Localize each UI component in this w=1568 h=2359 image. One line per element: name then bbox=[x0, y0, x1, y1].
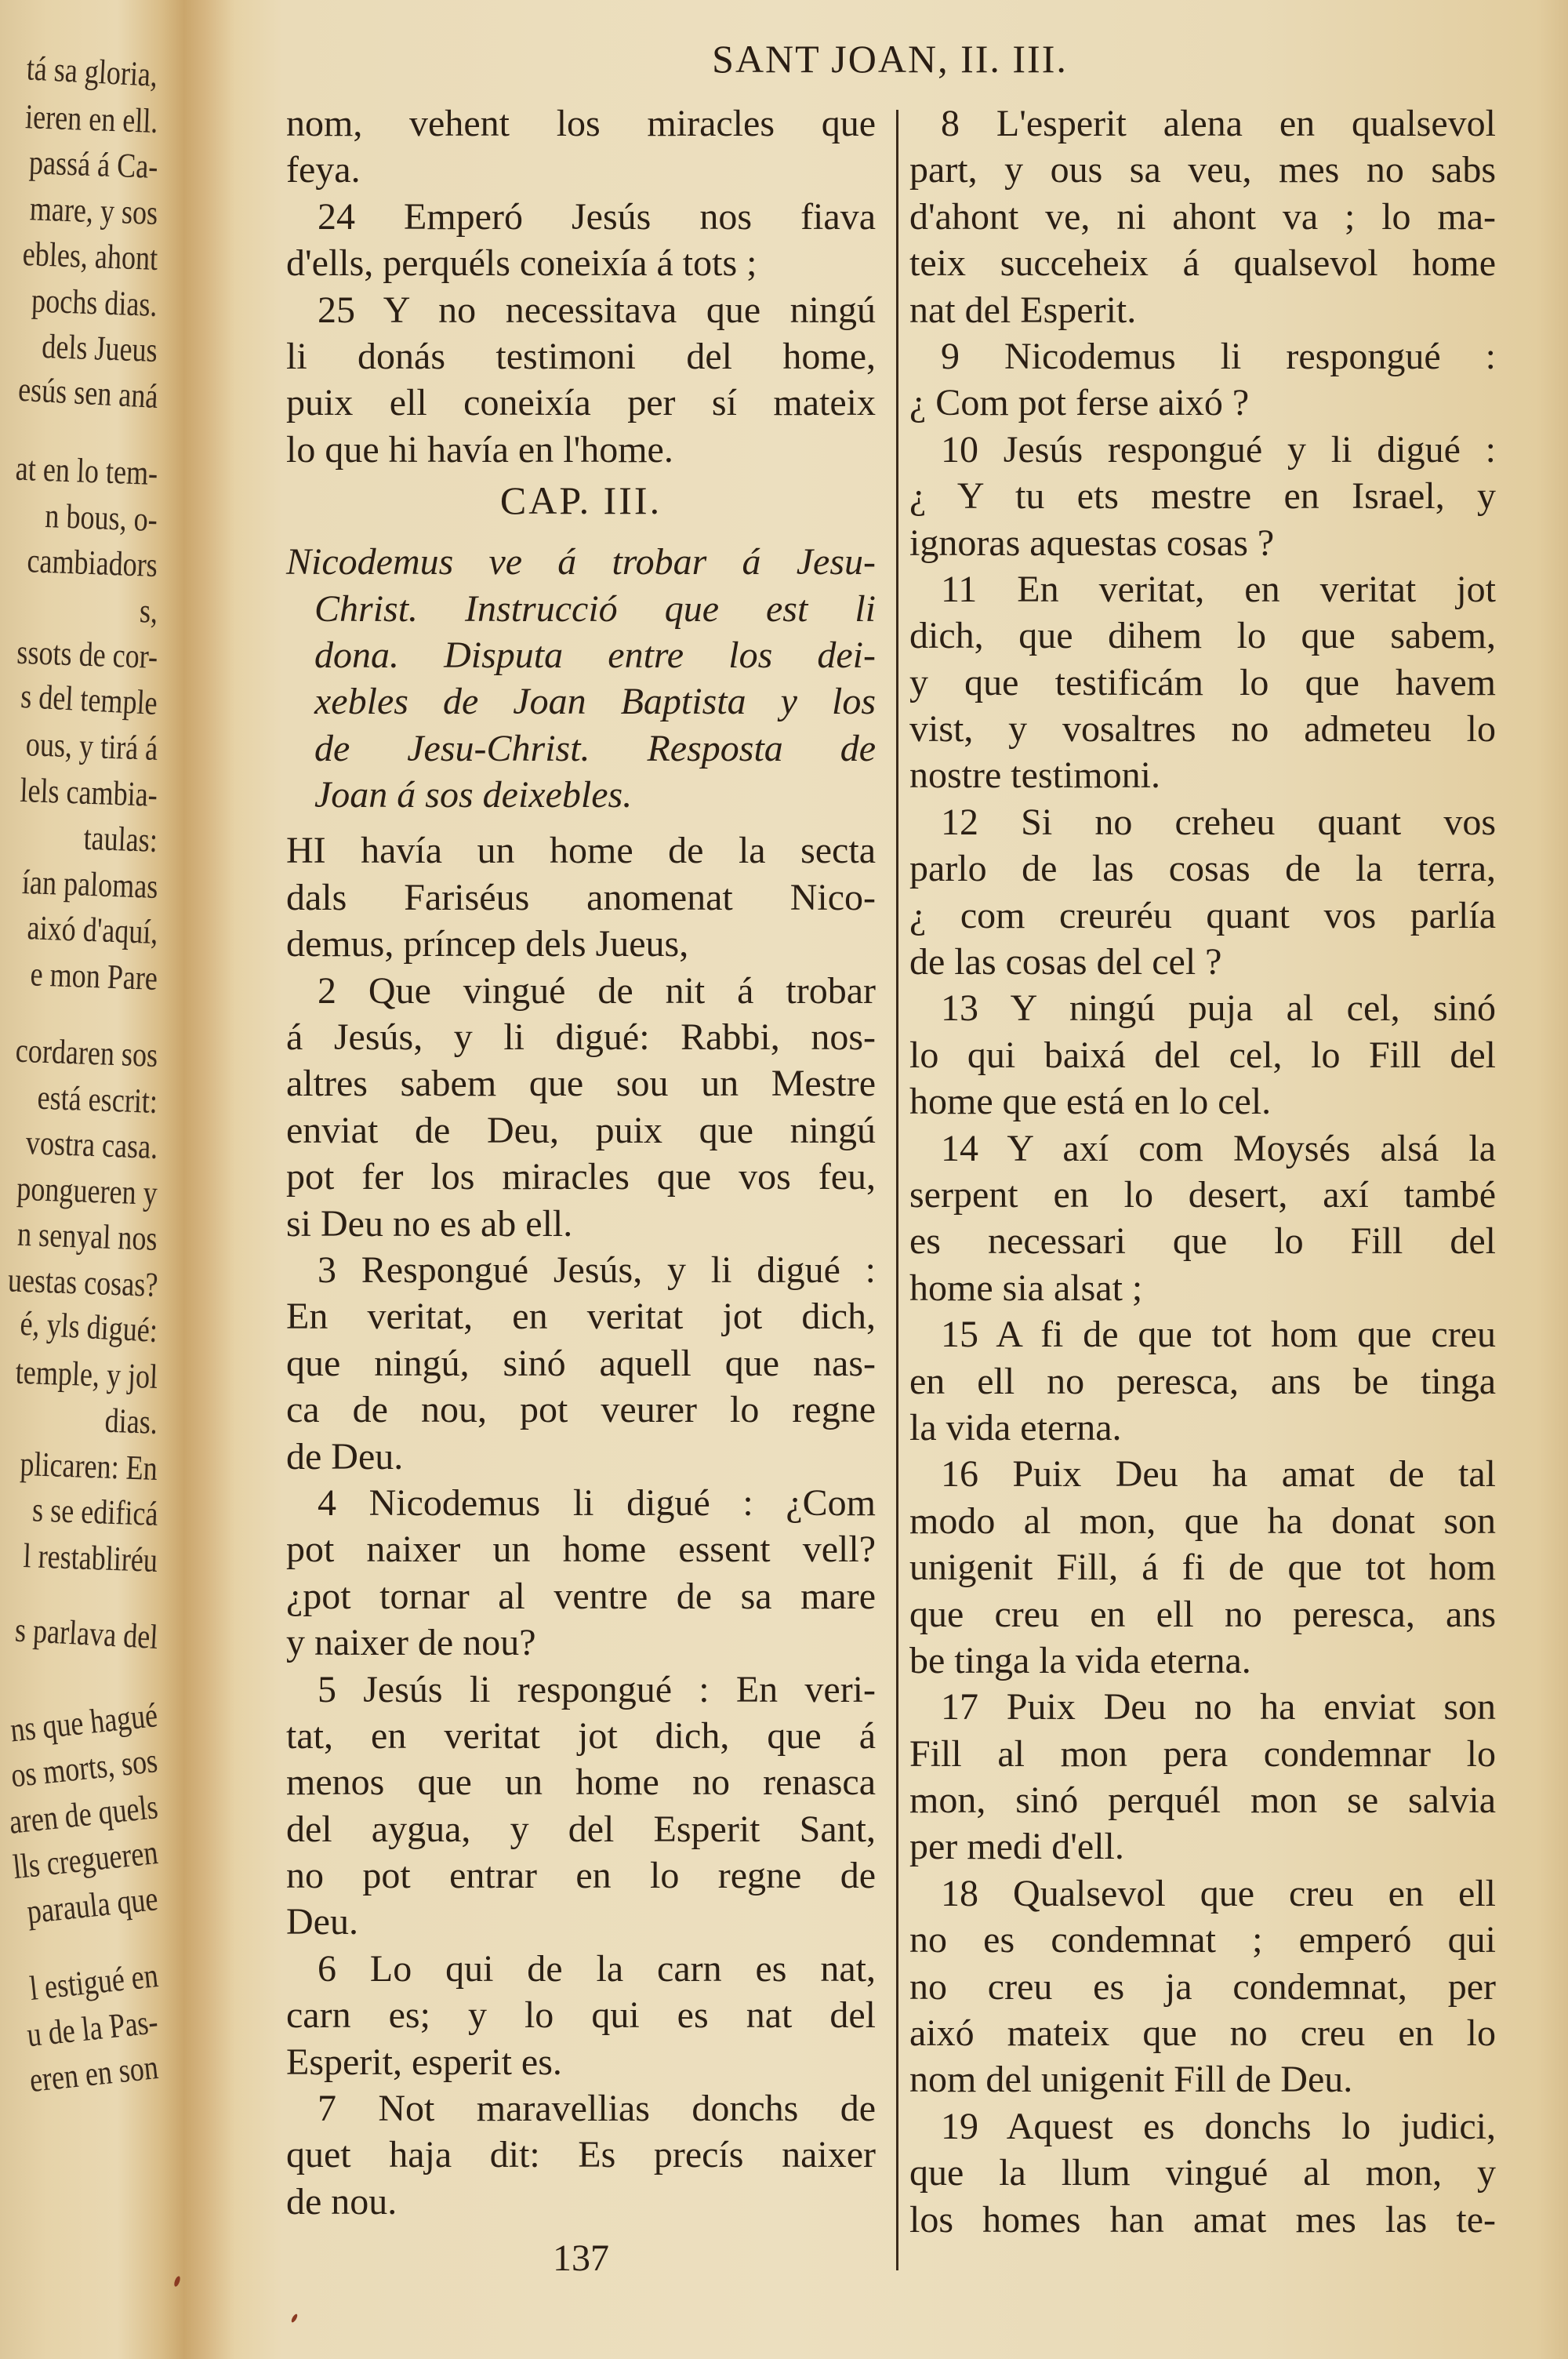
text-line: ¿ Com pot ferse aixó ? bbox=[909, 382, 1250, 424]
facing-page-line: tá sa gloria, bbox=[25, 49, 159, 94]
summary-line: de Jesu-Christ. Resposta de bbox=[314, 727, 876, 769]
text-line: que la llum vingué al mon, y bbox=[909, 2152, 1496, 2194]
facing-page-line: dias. bbox=[104, 1401, 158, 1441]
facing-page-edge bbox=[0, 0, 161, 2359]
text-line: serpent en lo desert, axí també bbox=[909, 1173, 1496, 1216]
text-line: ¿pot tornar al ventre de sa mare bbox=[286, 1575, 876, 1617]
facing-page-line: cordaren sos bbox=[14, 1030, 158, 1074]
left-column-verses-ch3 bbox=[286, 827, 876, 2225]
summary-line: Christ. Instrucció que est li bbox=[314, 587, 876, 630]
column-divider bbox=[896, 110, 898, 2270]
text-line: home sia alsat ; bbox=[909, 1267, 1143, 1309]
text-line: la vida eterna. bbox=[909, 1406, 1122, 1448]
text-line: 6 Lo qui de la carn es nat, bbox=[318, 1947, 876, 1990]
text-line: no pot entrar en lo regne de bbox=[286, 1855, 876, 1897]
text-line: nostre testimoni. bbox=[909, 754, 1160, 797]
left-column-verses-ch2 bbox=[286, 100, 876, 473]
text-line: es necessari que lo Fill del bbox=[909, 1220, 1496, 1263]
facing-page-line: l restabliréu bbox=[22, 1536, 158, 1579]
left-column bbox=[286, 100, 876, 2225]
text-line: si Deu no es ab ell. bbox=[286, 1202, 573, 1245]
text-line: home que está en lo cel. bbox=[909, 1081, 1272, 1123]
text-line: ca de nou, pot veurer lo regne bbox=[286, 1389, 876, 1431]
text-line: HI havía un home de la secta bbox=[286, 830, 876, 872]
text-line: 14 Y axí com Moysés alsá la bbox=[941, 1127, 1496, 1169]
text-line: part, y ous sa veu, mes no sabs bbox=[909, 149, 1496, 191]
text-line: modo al mon, que ha donat son bbox=[909, 1499, 1496, 1542]
text-line: enviat de Deu, puix que ningú bbox=[286, 1109, 876, 1151]
text-line: 17 Puix Deu no ha enviat son bbox=[941, 1686, 1496, 1728]
page-number: 137 bbox=[553, 2237, 609, 2279]
facing-page-line: lls cregueren bbox=[11, 1833, 160, 1887]
text-line: lo qui baixá del cel, lo Fill del bbox=[909, 1034, 1496, 1076]
text-line: Deu. bbox=[286, 1901, 358, 1943]
text-line: á Jesús, y li digué: Rabbi, nos- bbox=[286, 1016, 876, 1059]
facing-page-line: vostra casa. bbox=[24, 1123, 158, 1166]
facing-page-line: ebles, ahont bbox=[21, 234, 158, 278]
summary-line: Nicodemus ve á trobar á Jesu- bbox=[286, 541, 876, 583]
text-line: feya. bbox=[286, 149, 361, 191]
text-line: teix succeheix á qualsevol home bbox=[909, 242, 1496, 285]
text-line: 16 Puix Deu ha amat de tal bbox=[941, 1453, 1496, 1496]
text-line: unigenit Fill, á fi de que tot hom bbox=[909, 1547, 1496, 1589]
text-line: En veritat, en veritat jot dich, bbox=[286, 1296, 876, 1338]
text-line: ¿ com creuréu quant vos parlía bbox=[909, 894, 1496, 936]
text-line: dals Fariséus anomenat Nico- bbox=[286, 876, 876, 918]
text-line: lo que hi havía en l'home. bbox=[286, 428, 673, 471]
text-line: nom del unigenit Fill de Deu. bbox=[909, 2059, 1353, 2101]
text-line: menos que un home no renasca bbox=[286, 1761, 876, 1804]
running-header: SANT JOAN, II. III. bbox=[712, 37, 1068, 81]
facing-page-line: n bous, o- bbox=[44, 496, 158, 539]
text-line: vist, y vosaltres no admeteu lo bbox=[909, 708, 1496, 751]
facing-page-line: s, bbox=[139, 591, 158, 631]
text-line: tat, en veritat jot dich, que á bbox=[286, 1714, 876, 1757]
text-line: aixó mateix que no creu en lo bbox=[909, 2012, 1496, 2055]
text-line: 9 Nicodemus li respongué : bbox=[941, 335, 1496, 377]
text-line: que creu en ell no peresca, ans bbox=[909, 1593, 1496, 1635]
text-line: carn es; y lo qui es nat del bbox=[286, 1994, 876, 2037]
facing-page-line: uestas cosas? bbox=[6, 1259, 158, 1304]
text-line: quet haja dit: Es precís naixer bbox=[286, 2134, 876, 2176]
facing-page-line: ían palomas bbox=[20, 862, 158, 906]
text-line: ignoras aquestas cosas ? bbox=[909, 522, 1275, 564]
text-line: 2 Que vingué de nit á trobar bbox=[318, 969, 876, 1012]
text-line: pot naixer un home essent vell? bbox=[286, 1528, 876, 1571]
text-line: 5 Jesús li respongué : En veri- bbox=[318, 1668, 876, 1710]
text-line: 10 Jesús respongué y li digué : bbox=[941, 428, 1496, 471]
facing-page-line: paraula que bbox=[25, 1878, 160, 1931]
text-line: 12 Si no creheu quant vos bbox=[941, 801, 1496, 843]
facing-page-line: u de la Pas- bbox=[25, 2001, 160, 2054]
facing-page-line: l estigué en bbox=[27, 1956, 160, 2008]
facing-page-line: ous, y tirá á bbox=[24, 725, 158, 768]
text-line: no es condemnat ; emperó qui bbox=[909, 1919, 1496, 1961]
text-line: 19 Aquest es donchs lo judici, bbox=[941, 2105, 1496, 2147]
text-line: que ningú, sinó aquell que nas- bbox=[286, 1342, 876, 1384]
text-line: no creu es ja condemnat, per bbox=[909, 1965, 1496, 2008]
text-line: y naixer de nou? bbox=[286, 1622, 536, 1664]
text-line: demus, príncep dels Jueus, bbox=[286, 923, 689, 965]
text-line: pot fer los miracles que vos feu, bbox=[286, 1156, 876, 1198]
text-line: puix ell coneixía per sí mateix bbox=[286, 382, 876, 424]
text-line: los homes han amat mes las te- bbox=[909, 2198, 1496, 2241]
text-line: del aygua, y del Esperit Sant, bbox=[286, 1808, 876, 1850]
text-line: 3 Respongué Jesús, y li digué : bbox=[318, 1249, 876, 1291]
summary-line: dona. Disputa entre los dei- bbox=[314, 634, 876, 676]
facing-page-line: esús sen aná bbox=[16, 369, 159, 416]
text-line: 7 Not maravellias donchs de bbox=[318, 2088, 876, 2130]
chapter-heading: CAP. III. bbox=[499, 478, 662, 523]
text-line: ¿ Y tu ets mestre en Israel, y bbox=[909, 475, 1496, 518]
facing-page-line: dels Jueus bbox=[41, 326, 158, 369]
text-line: 13 Y ningú puja al cel, sinó bbox=[941, 987, 1496, 1030]
facing-page-line: temple, y jol bbox=[14, 1352, 158, 1396]
text-line: de las cosas del cel ? bbox=[909, 941, 1222, 983]
facing-page-line: pongueren y bbox=[16, 1169, 158, 1212]
text-line: parlo de las cosas de la terra, bbox=[909, 848, 1496, 890]
text-line: 8 L'esperit alena en qualsevol bbox=[941, 103, 1496, 144]
text-line: de nou. bbox=[286, 2180, 397, 2223]
facing-page-line: s del temple bbox=[20, 676, 159, 722]
text-line: 25 Y no necessitava que ningú bbox=[318, 289, 876, 331]
facing-page-line: ssots de cor- bbox=[16, 632, 158, 676]
text-line: li donás testimoni del home, bbox=[286, 335, 876, 377]
text-line: be tinga la vida eterna. bbox=[909, 1639, 1251, 1681]
text-line: d'ahont ve, ni ahont va ; lo ma- bbox=[909, 195, 1496, 238]
ink-spot bbox=[173, 2275, 181, 2287]
summary-line: xebles de Joan Baptista y los bbox=[314, 681, 876, 723]
facing-page-line: os morts, sos bbox=[9, 1741, 160, 1795]
facing-page-line: aixó d'aquí, bbox=[26, 908, 158, 951]
text-line: d'ells, perquéls coneixía á tots ; bbox=[286, 242, 757, 285]
facing-page-line: pochs dias. bbox=[31, 280, 158, 324]
text-line: de Deu. bbox=[286, 1435, 404, 1478]
facing-page-line: taulas: bbox=[83, 818, 158, 860]
text-line: mon, sinó perquél mon se salvia bbox=[909, 1779, 1496, 1822]
text-line: 4 Nicodemus li digué : ¿Com bbox=[318, 1481, 876, 1524]
text-line: 24 Emperó Jesús nos fiava bbox=[318, 195, 876, 238]
text-line: altres sabem que sou un Mestre bbox=[286, 1063, 876, 1105]
facing-page-line: s parlava del bbox=[13, 1610, 159, 1656]
facing-page-line: lels cambia- bbox=[19, 770, 158, 814]
ink-spot bbox=[290, 2314, 298, 2324]
facing-page-line: é, yls digué: bbox=[19, 1303, 159, 1350]
facing-page-line: passá á Ca- bbox=[27, 143, 158, 186]
facing-page-line: ns que hagué bbox=[9, 1695, 160, 1750]
text-line: nom, vehent los miracles que bbox=[286, 103, 876, 144]
facing-page-line: aren de quels bbox=[7, 1787, 160, 1841]
facing-page-line: e mon Pare bbox=[29, 954, 158, 998]
chapter-summary bbox=[286, 539, 876, 818]
facing-page-line: at en lo tem- bbox=[14, 449, 158, 493]
facing-page-line: cambiadors bbox=[26, 541, 158, 584]
text-line: nat del Esperit. bbox=[909, 289, 1137, 331]
facing-page-line: s se edificá bbox=[31, 1490, 158, 1533]
text-line: 11 En veritat, en veritat jot bbox=[941, 568, 1496, 610]
facing-page-line: plicaren: En bbox=[19, 1444, 158, 1488]
facing-page-line: eren en son bbox=[27, 2048, 160, 2100]
summary-line: Joan á sos deixebles. bbox=[314, 774, 633, 816]
facing-page-line: n senyal nos bbox=[16, 1214, 158, 1258]
text-line: Fill al mon pera condemnar lo bbox=[909, 1732, 1496, 1775]
text-line: y que testificám lo que havem bbox=[909, 661, 1496, 703]
facing-page-line: ieren en ell. bbox=[24, 96, 158, 140]
facing-page-line: mare, y sos bbox=[28, 188, 158, 232]
text-line: 15 A fi de que tot hom que creu bbox=[941, 1314, 1496, 1356]
text-line: Esperit, esperit es. bbox=[286, 2041, 562, 2083]
text-line: per medi d'ell. bbox=[909, 1826, 1124, 1868]
text-line: dich, que dihem lo que sabem, bbox=[909, 615, 1496, 657]
text-line: 18 Qualsevol que creu en ell bbox=[941, 1872, 1496, 1914]
facing-page-line: está escrit: bbox=[36, 1078, 158, 1121]
right-column bbox=[909, 100, 1496, 2243]
text-line: en ell no peresca, ans be tinga bbox=[909, 1360, 1496, 1402]
